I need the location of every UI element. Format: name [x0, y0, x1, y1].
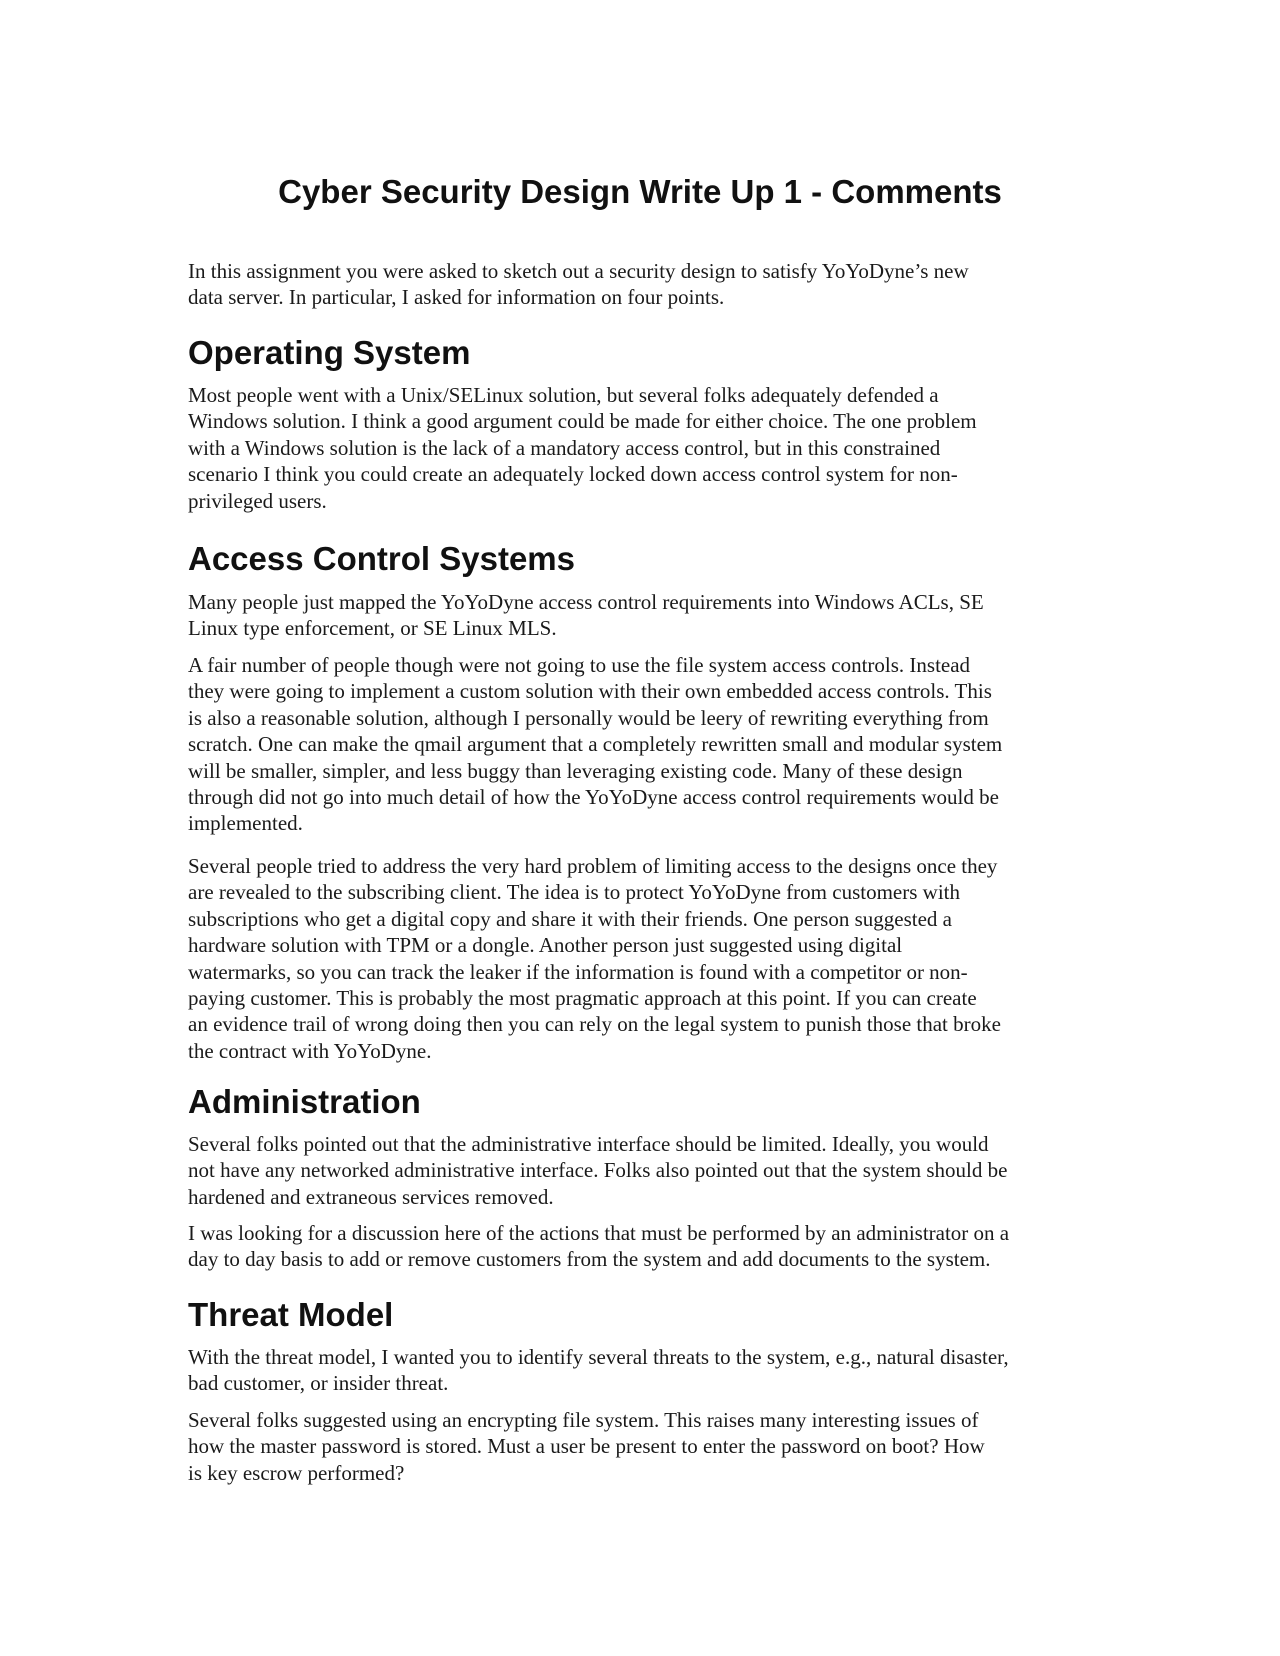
text-line: Many people just mapped the YoYoDyne access control requirements into Windows ACLs, SE: [188, 590, 984, 614]
text-line: how the master password is stored. Must a user be present to enter the password on boot? How: [188, 1434, 985, 1459]
text-line: In this assignment you were asked to sketch out a security design to satisfy YoYoDyne’s new: [188, 259, 969, 283]
text-line: through did not go into much detail of how the YoYoDyne access control requirements would be: [188, 785, 999, 810]
text-line: Several folks pointed out that the administrative interface should be limited. Ideally, you would: [188, 1132, 989, 1156]
text-line: hardened and extraneous services removed.: [188, 1184, 554, 1209]
heading-access-control-systems: Access Control Systems: [188, 540, 575, 577]
text-line: is also a reasonable solution, although I personally would be leery of rewriting everything from: [188, 705, 989, 730]
heading-threat-model: Threat Model: [188, 1296, 394, 1333]
text-line: I was looking for a discussion here of the actions that must be performed by an administrator on a: [188, 1221, 1010, 1245]
text-line: paying customer. This is probably the most pragmatic approach at this point. If you can create: [188, 986, 977, 1011]
text-line: day to day basis to add or remove customers from the system and add documents to the system.: [188, 1247, 991, 1272]
text-line: scratch. One can make the qmail argument that a completely rewritten small and modular system: [188, 732, 1003, 757]
text-line: Several people tried to address the very hard problem of limiting access to the designs once they: [188, 854, 998, 878]
access-control-paragraph-2: [188, 652, 1093, 837]
threat-model-paragraph-2: [188, 1407, 1093, 1486]
access-control-paragraph-3: [188, 853, 1093, 1064]
text-line: Windows solution. I think a good argument could be made for either choice. The one problem: [188, 409, 977, 434]
text-line: scenario I think you could create an adequately locked down access control system for non-: [188, 462, 958, 487]
administration-paragraph-1: [188, 1131, 1093, 1210]
heading-operating-system: Operating System: [188, 334, 471, 371]
administration-paragraph-2: [188, 1220, 1093, 1273]
threat-model-paragraph-1: [188, 1344, 1093, 1397]
text-line: data server. In particular, I asked for information on four points.: [188, 285, 725, 310]
text-line: A fair number of people though were not going to use the file system access controls. Instead: [188, 653, 971, 677]
page-title: Cyber Security Design Write Up 1 - Comments: [278, 173, 1002, 210]
operating-system-paragraph-1: [188, 382, 1093, 514]
text-line: bad customer, or insider threat.: [188, 1371, 449, 1396]
access-control-paragraph-1: [188, 589, 1093, 642]
text-line: with a Windows solution is the lack of a mandatory access control, but in this constrained: [188, 435, 941, 460]
text-line: Several folks suggested using an encrypting file system. This raises many interesting issues of: [188, 1408, 979, 1432]
text-line: Most people went with a Unix/SELinux solution, but several folks adequately defended a: [188, 383, 939, 407]
text-line: will be smaller, simpler, and less buggy than leveraging existing code. Many of these design: [188, 758, 963, 783]
text-line: With the threat model, I wanted you to identify several threats to the system, e.g., natural disaster,: [188, 1345, 1009, 1369]
text-line: are revealed to the subscribing client. The idea is to protect YoYoDyne from customers with: [188, 880, 960, 905]
heading-administration: Administration: [188, 1083, 421, 1120]
text-line: an evidence trail of wrong doing then you can rely on the legal system to punish those that broke: [188, 1012, 1001, 1037]
text-line: watermarks, so you can track the leaker if the information is found with a competitor or non-: [188, 959, 968, 984]
intro-paragraph: [188, 258, 1093, 311]
text-line: is key escrow performed?: [188, 1460, 405, 1485]
text-line: not have any networked administrative interface. Folks also pointed out that the system should be: [188, 1158, 1008, 1183]
text-line: Linux type enforcement, or SE Linux MLS.: [188, 616, 557, 641]
text-line: they were going to implement a custom solution with their own embedded access controls. This: [188, 679, 992, 704]
text-line: the contract with YoYoDyne.: [188, 1038, 432, 1063]
text-line: privileged users.: [188, 488, 327, 513]
text-line: hardware solution with TPM or a dongle. Another person just suggested using digital: [188, 933, 903, 958]
text-line: subscriptions who get a digital copy and share it with their friends. One person suggested a: [188, 906, 952, 931]
text-line: implemented.: [188, 811, 303, 836]
